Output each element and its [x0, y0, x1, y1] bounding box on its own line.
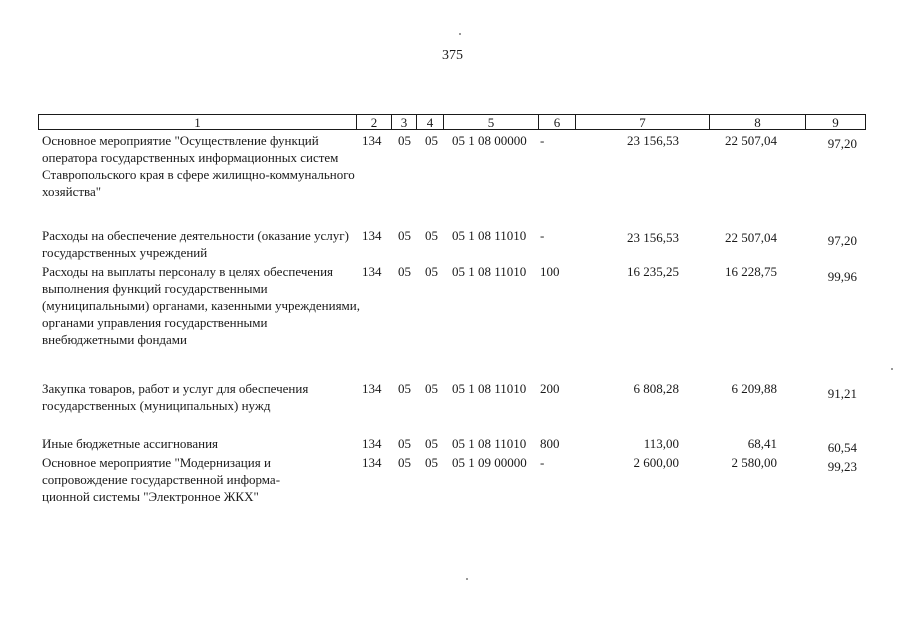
row-code-3: 05 [398, 228, 411, 243]
row-code-2: 134 [362, 228, 382, 243]
row-name: Закупка товаров, работ и услуг для обеспечения государственных (муниципальных) нужд [42, 381, 309, 413]
row-code-6: 100 [540, 264, 560, 279]
row-value-8: 22 507,04 [725, 230, 777, 245]
row-code-4: 05 [425, 436, 438, 451]
row-value-7: 23 156,53 [627, 133, 679, 148]
row-code-6: - [540, 133, 545, 148]
header-col-1: 1 [38, 114, 356, 130]
row-code-5: 05 1 08 11010 [452, 381, 527, 396]
row-value-9: 97,20 [827, 136, 857, 151]
row-code-2: 134 [362, 436, 382, 451]
row-value-9: 99,23 [827, 459, 857, 474]
row-code-5: 05 1 09 00000 [452, 455, 527, 470]
row-value-7: 23 156,53 [627, 230, 679, 245]
row-name: Основное мероприятие "Модернизация и сопровождение государственной информа-ционной системы "Электронное ЖКХ" [42, 455, 281, 504]
row-value-8: 68,41 [747, 436, 777, 451]
row-code-4: 05 [425, 381, 438, 396]
row-value-7: 6 808,28 [633, 381, 679, 396]
scan-speck [466, 578, 468, 580]
row-value-9: 99,96 [827, 269, 857, 284]
header-col-6: 6 [538, 114, 575, 130]
row-name: Иные бюджетные ассигнования [42, 436, 219, 451]
row-code-4: 05 [425, 264, 438, 279]
header-col-5: 5 [443, 114, 538, 130]
row-code-5: 05 1 08 11010 [452, 436, 527, 451]
row-code-2: 134 [362, 264, 382, 279]
scan-speck [459, 33, 461, 35]
row-code-5: 05 1 08 00000 [452, 133, 527, 148]
row-code-2: 134 [362, 455, 382, 470]
row-code-3: 05 [398, 436, 411, 451]
row-value-7: 113,00 [643, 436, 679, 451]
row-value-8: 2 580,00 [731, 455, 777, 470]
table-header [38, 114, 866, 130]
row-code-3: 05 [398, 133, 411, 148]
row-code-4: 05 [425, 455, 438, 470]
row-code-6: - [540, 455, 545, 470]
row-code-2: 134 [362, 381, 382, 396]
row-code-2: 134 [362, 133, 382, 148]
row-name: Расходы на обеспечение деятельности (оказание услуг) государственных учреждений [42, 228, 349, 260]
row-code-3: 05 [398, 381, 411, 396]
row-code-6: - [540, 228, 545, 243]
row-value-9: 91,21 [827, 386, 857, 401]
row-code-3: 05 [398, 455, 411, 470]
row-value-9: 60,54 [827, 440, 857, 455]
page-number: 375 [442, 48, 463, 63]
row-name: Расходы на выплаты персоналу в целях обеспечения выполнения функций государственными (муниципальными) органами, казенными учреждениями, органами управления государственными внебюджетными фондами [42, 264, 360, 347]
row-code-5: 05 1 08 11010 [452, 228, 527, 243]
row-value-7: 2 600,00 [633, 455, 679, 470]
row-code-5: 05 1 08 11010 [452, 264, 527, 279]
header-col-2: 2 [356, 114, 391, 130]
row-code-4: 05 [425, 228, 438, 243]
row-value-8: 16 228,75 [725, 264, 777, 279]
header-col-7: 7 [575, 114, 709, 130]
row-value-7: 16 235,25 [627, 264, 679, 279]
header-col-8: 8 [709, 114, 805, 130]
row-value-8: 6 209,88 [731, 381, 777, 396]
row-code-3: 05 [398, 264, 411, 279]
row-code-6: 200 [540, 381, 560, 396]
row-value-8: 22 507,04 [725, 133, 777, 148]
header-col-3: 3 [391, 114, 416, 130]
row-code-4: 05 [425, 133, 438, 148]
row-code-6: 800 [540, 436, 560, 451]
row-name: Основное мероприятие "Осуществление функций оператора государственных информационных систем Ставропольского края в сфере жилищно-коммунального хозяйства" [42, 133, 355, 199]
header-col-4: 4 [416, 114, 443, 130]
header-col-9: 9 [805, 114, 866, 130]
scan-speck [891, 368, 893, 370]
row-value-9: 97,20 [827, 233, 857, 248]
